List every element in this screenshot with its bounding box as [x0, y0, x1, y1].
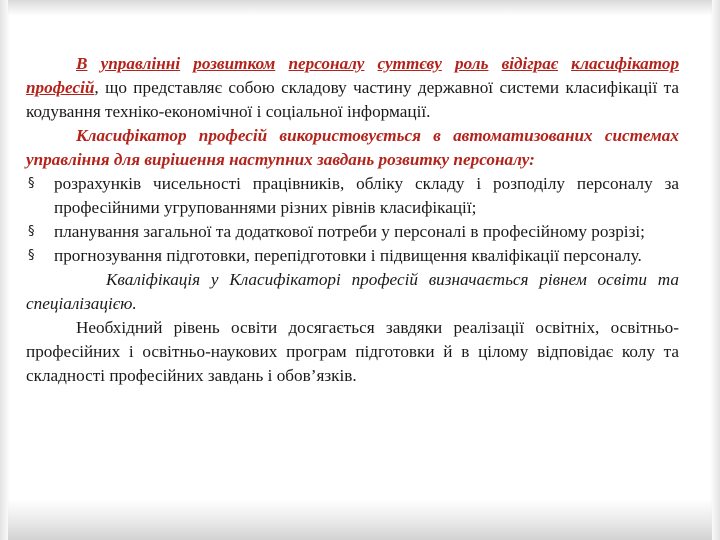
page-shadow-bottom	[8, 500, 712, 540]
list-item	[26, 172, 679, 220]
lead-word: відіграє	[501, 54, 558, 73]
paragraph-qualification: Кваліфікація у Класифікаторі професій визначається рівнем освіти та спеціалізацією.	[26, 270, 679, 313]
lead-word: В	[76, 54, 88, 73]
text-body	[26, 52, 679, 388]
page-shadow-left	[0, 0, 10, 540]
list-item	[26, 220, 679, 244]
list-item-text: прогнозування підготовки, перепідготовки і підвищення кваліфікації персоналу.	[54, 246, 642, 265]
lead-word: класифікатор	[571, 54, 680, 73]
list-item-text: розрахунків чисельності працівників, обліку складу і розподілу персоналу за професійними угрупованнями різних рівнів класифікації;	[54, 174, 679, 217]
lead-word: суттєву	[377, 54, 442, 73]
list-item-text: планування загальної та додаткової потреби у персоналі в професійному розрізі;	[54, 222, 645, 241]
lead-word: управлінні	[100, 54, 181, 73]
tasks-list	[26, 172, 679, 268]
lead-word: роль	[455, 54, 489, 73]
list-item	[26, 244, 679, 268]
page-shadow-top	[8, 0, 712, 16]
paragraph-classifier-usage: Класифікатор професій використовується в автоматизованих системах управління для вирішення наступних завдань розвитку персоналу:	[26, 126, 679, 169]
lead-word: персоналу	[288, 54, 365, 73]
paragraph-intro-rest: , що представляє собою складову частину державної системи класифікації та кодування техніко-економічної і соціальної інформації.	[26, 78, 679, 121]
square-bullet-icon: §	[28, 176, 35, 191]
lead-word: професій	[26, 78, 95, 97]
square-bullet-icon: §	[28, 224, 35, 239]
page-shadow-right	[710, 0, 720, 540]
square-bullet-icon: §	[28, 248, 35, 263]
lead-word: розвитком	[193, 54, 276, 73]
paragraph-education-level: Необхідний рівень освіти досягається завдяки реалізації освітніх, освітньо-професійних і освітньо-наукових програм підготовки й в цілому відповідає колу та складності професійних завдань і обов’язків.	[26, 318, 679, 385]
paragraph-intro	[26, 52, 679, 124]
